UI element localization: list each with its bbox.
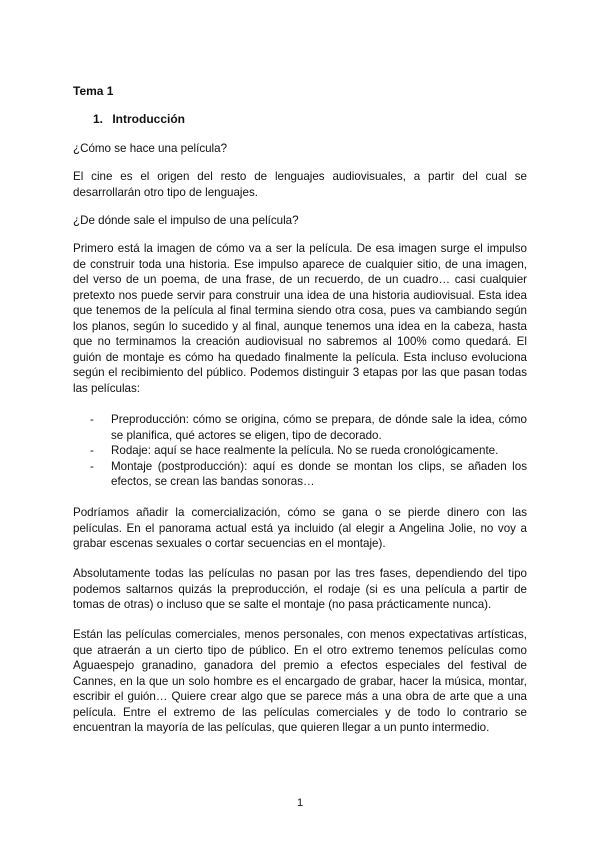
paragraph-4: Absolutamente todas las películas no pasan por las tres fases, dependiendo del tipo podemos saltarnos quizás la preproducción, el rodaje (si es una película a partir de tomas de otras) o incluso que se salte el montaje (no pasa prácticamente nunca). [73, 567, 527, 611]
question-2: ¿De dónde sale el impulso de una película? [73, 214, 299, 227]
list-item [73, 412, 527, 443]
list-bullet: - [90, 413, 94, 426]
list-item [73, 459, 527, 490]
paragraph-1: El cine es el origen del resto de lenguajes audiovisuales, a partir del cual se desarrollarán otro tipo de lenguajes. [73, 170, 527, 199]
section-heading [93, 112, 185, 126]
paragraph-5: Están las películas comerciales, menos personales, con menos expectativas artísticas, que atraerán a un cierto tipo de público. En el otro extremo tenemos películas como Aguaespejo granadino, ganadora del premio a efectos especiales del festival de Cannes, en la que un solo hombre es el encargado de grabar, hacer la música, montar, escribir el guión… Quiere crear algo que se parece más a una obra de arte que a una película. Entre el extremo de las películas comerciales y de todo lo contrario se encuentran la mayoría de las películas, que quieren llegar a un punto intermedio. [73, 628, 527, 734]
list-item-text: Montaje (postproducción): aquí es donde se montan los clips, se añaden los efectos, se crean las bandas sonoras… [111, 459, 527, 488]
document-title: Tema 1 [73, 84, 114, 98]
paragraph-2: Primero está la imagen de cómo va a ser la película. De esa imagen surge el impulso de construir toda una historia. Ese impulso aparece de cualquier sitio, de una imagen, del verso de un poema, de una frase, de un recuerdo, de un cuadro… casi cualquier pretexto nos puede servir para construir una idea de una historia audiovisual. Esta idea que tenemos de la película al final termina siendo otra cosa, pues va cambiando según los planos, según lo sucedido y al final, aunque tenemos una idea en la cabeza, hasta que no terminamos la creación audiovisual no sabremos al 100% como quedará. El guión de montaje es cómo ha quedado finalmente la película. Esta incluso evoluciona según el recibimiento del público. Podemos distinguir 3 etapas por las que pasan todas las películas: [73, 242, 527, 395]
list-bullet: - [90, 444, 94, 457]
list-item [73, 443, 527, 459]
question-1: ¿Cómo se hace una película? [73, 142, 228, 155]
stages-list [73, 412, 527, 490]
list-bullet: - [90, 459, 94, 473]
list-item-text: Rodaje: aquí se hace realmente la película. No se rueda cronológicamente. [111, 444, 499, 457]
paragraph-3: Podríamos añadir la comercialización, cómo se gana o se pierde dinero con las películas. En el panorama actual está ya incluido (al elegir a Angelina Jolie, no voy a grabar escenas sexuales o cortar secuencias en el montaje). [73, 506, 527, 550]
list-item-text: Preproducción: cómo se origina, cómo se prepara, de dónde sale la idea, cómo se planifica, qué actores se eligen, tipo de decorado. [111, 413, 527, 442]
section-title: Introducción [112, 112, 186, 126]
page-number: 1 [296, 797, 304, 809]
section-number: 1. [93, 112, 104, 126]
